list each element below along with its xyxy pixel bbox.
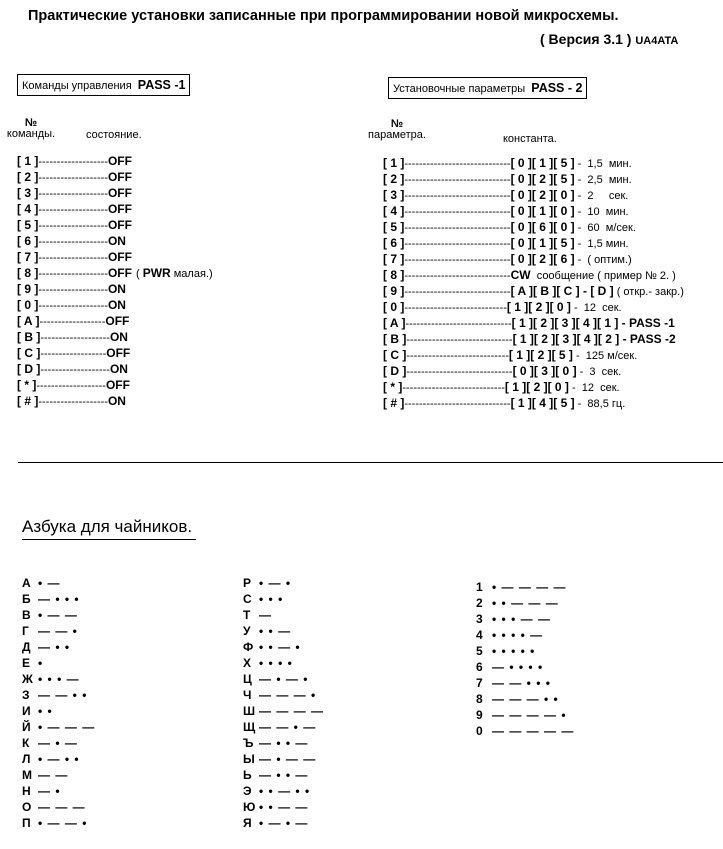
morse-column-letters-1 — [22, 575, 95, 831]
morse-code: • — • — — [259, 816, 309, 830]
morse-code: — • • — [38, 640, 71, 654]
morse-row — [476, 611, 574, 627]
morse-row — [22, 655, 95, 671]
pass2-row-dash: ----------------------------- — [404, 174, 511, 186]
pass1-row-dash: ------------------- — [38, 204, 108, 216]
pass1-row-value: ON — [109, 330, 128, 344]
morse-code: — — — — • — [492, 708, 567, 722]
morse-row — [243, 799, 324, 815]
version-text: ( Версия 3.1 ) — [540, 31, 632, 47]
pass2-row — [383, 251, 684, 267]
morse-symbol: Ц — [243, 672, 252, 686]
morse-code: — • • • — [38, 592, 80, 606]
morse-code: — — — [38, 768, 69, 782]
morse-row — [243, 703, 324, 719]
pass1-row-dash: ------------------- — [38, 300, 108, 312]
pass2-row-dash: ----------------------------- — [406, 366, 513, 378]
morse-code: — — — • — [259, 688, 317, 702]
pass2-row-desc: - 60 м/сек. — [574, 222, 636, 234]
morse-code: — — • — [38, 624, 78, 638]
morse-row — [243, 735, 324, 751]
pass1-row-dash: ------------------- — [38, 156, 108, 168]
pass1-note-pre: ( — [135, 268, 143, 280]
author-call: UA4ATA — [635, 35, 679, 47]
morse-code: — — — • • — [492, 692, 559, 706]
morse-row — [22, 751, 95, 767]
morse-column-digits — [476, 579, 574, 739]
pass1-row-key: [ 1 ] — [17, 154, 39, 168]
pass2-row — [383, 203, 684, 219]
pass1-row-dash: ------------------- — [38, 252, 108, 264]
pass2-row-code: [ 0 ][ 3 ][ 0 ] — [512, 364, 577, 378]
pass1-row-dash: ------------------- — [38, 188, 108, 200]
morse-column-letters-2 — [243, 575, 324, 831]
morse-code: — — [259, 608, 272, 622]
morse-row — [476, 643, 574, 659]
morse-symbol: 6 — [476, 660, 483, 674]
morse-code: • • • • — [259, 656, 293, 670]
pass2-row-desc: - ( оптим.) — [574, 254, 632, 266]
pass2-row — [383, 235, 684, 251]
morse-code: • • • — — [38, 672, 80, 686]
morse-row — [22, 607, 95, 623]
pass2-row-key: [ A ] — [383, 316, 406, 330]
pass1-row-key: [ 4 ] — [17, 202, 39, 216]
morse-symbol: Й — [22, 720, 31, 734]
morse-row — [243, 719, 324, 735]
morse-symbol: Г — [22, 624, 29, 638]
pass2-row-dash: ---------------------------- — [406, 350, 509, 362]
pass2-row-key: [ 5 ] — [383, 220, 405, 234]
morse-symbol: Н — [22, 784, 31, 798]
pass1-row-dash: ------------------- — [38, 220, 108, 232]
pass2-row-code: [ A ][ B ][ C ] - [ D ] — [510, 284, 614, 298]
pass1-row-value: OFF — [105, 314, 130, 328]
morse-row — [22, 783, 95, 799]
morse-symbol: В — [22, 608, 31, 622]
morse-symbol: Е — [22, 656, 31, 670]
pass1-row-key: [ A ] — [17, 314, 40, 328]
morse-symbol: Х — [243, 656, 252, 670]
pass1-row — [17, 329, 213, 345]
morse-row — [243, 639, 324, 655]
pass1-row-key: [ 2 ] — [17, 170, 39, 184]
pass1-row-dash: ------------------- — [36, 380, 106, 392]
pass1-row — [17, 201, 213, 217]
pass1-row — [17, 169, 213, 185]
pass2-row-desc: - 1,5 мин. — [574, 238, 629, 250]
pass2-row-desc: - 1,5 мин. — [574, 158, 632, 170]
pass2-row-desc: сообщение ( пример № 2. ) — [530, 270, 676, 282]
pass2-row-code: [ 1 ][ 4 ][ 5 ] — [510, 396, 575, 410]
morse-row — [243, 575, 324, 591]
pass1-row-dash: ------------------- — [38, 236, 108, 248]
morse-code: • — • — [259, 576, 292, 590]
pass1-row-dash: ------------------- — [40, 364, 110, 376]
pass2-row — [383, 299, 684, 315]
morse-code: — • • • • — [492, 660, 544, 674]
morse-row — [243, 751, 324, 767]
pass1-row-dash: ------------------- — [38, 396, 108, 408]
pass2-row-key: [ 2 ] — [383, 172, 405, 186]
morse-symbol: 8 — [476, 692, 483, 706]
pass1-note-post: малая.) — [170, 268, 213, 280]
morse-row — [22, 623, 95, 639]
pass1-row-dash: ------------------ — [40, 348, 107, 360]
pass1-row-key: [ B ] — [17, 330, 41, 344]
morse-symbol: 7 — [476, 676, 483, 690]
pass2-row-dash: ----------------------------- — [404, 238, 511, 250]
pass2-row — [383, 155, 684, 171]
pass2-col-no: № — [390, 118, 404, 130]
pass2-row-desc: - 12 сек. — [570, 302, 622, 314]
pass2-row-code: [ 0 ][ 2 ][ 5 ] — [510, 172, 575, 186]
pass2-row-key: [ 6 ] — [383, 236, 405, 250]
morse-row — [243, 687, 324, 703]
morse-symbol: Ч — [243, 688, 252, 702]
pass1-row-dash: ------------------- — [38, 268, 108, 280]
morse-row — [243, 767, 324, 783]
morse-row — [243, 815, 324, 831]
pass2-row-dash: ----------------------------- — [404, 158, 511, 170]
pass1-row-key: [ C ] — [17, 346, 41, 360]
pass2-row — [383, 219, 684, 235]
pass2-header-box — [388, 77, 587, 99]
pass1-row — [17, 393, 213, 409]
page-title: Практические установки записанные при программировании новой микросхемы. — [28, 8, 619, 24]
pass1-label: Команды управления — [22, 80, 132, 92]
morse-code: • — — — — — [492, 580, 567, 594]
morse-code: • • • • • — [492, 644, 536, 658]
pass2-row-key: [ * ] — [383, 380, 403, 394]
morse-row — [476, 707, 574, 723]
morse-code: • • — • — [259, 640, 301, 654]
pass2-list — [383, 155, 684, 411]
pass1-row-dash: ------------------- — [40, 332, 110, 344]
pass2-row-code: [ 0 ][ 1 ][ 5 ] — [510, 236, 575, 250]
morse-row — [243, 783, 324, 799]
pass1-row-dash: ------------------- — [38, 284, 108, 296]
morse-row — [22, 767, 95, 783]
morse-symbol: П — [22, 816, 31, 830]
pass2-row-desc: ( откр.- закр.) — [613, 286, 684, 298]
morse-symbol: Б — [22, 592, 31, 606]
pass2-col-no-sub: параметра. — [368, 129, 426, 141]
pass1-header-box — [17, 74, 190, 96]
morse-code: — • • — — [259, 768, 309, 782]
pass1-row — [17, 345, 213, 361]
morse-code: • • — — [259, 624, 292, 638]
pass1-row-value: OFF — [107, 170, 132, 184]
morse-code: • • • • — — [492, 628, 544, 642]
morse-symbol: М — [22, 768, 32, 782]
pass2-row-key: [ B ] — [383, 332, 407, 346]
pass1-row — [17, 297, 213, 313]
pass2-row-code: [ 0 ][ 2 ][ 0 ] — [510, 188, 575, 202]
morse-row — [476, 579, 574, 595]
pass1-row-key: [ 0 ] — [17, 298, 39, 312]
pass1-row-value: OFF — [107, 250, 132, 264]
morse-row — [243, 607, 324, 623]
morse-row — [476, 723, 574, 739]
pass2-row-dash: ----------------------------- — [405, 318, 512, 330]
morse-symbol: 9 — [476, 708, 483, 722]
pass1-row-dash: ------------------- — [38, 172, 108, 184]
morse-symbol: И — [22, 704, 31, 718]
pass2-row — [383, 187, 684, 203]
pass2-label: Установочные параметры — [393, 83, 526, 95]
morse-symbol: Щ — [243, 720, 256, 734]
morse-symbol: Ф — [243, 640, 254, 654]
pass1-row-value: OFF — [107, 266, 132, 280]
morse-symbol: З — [22, 688, 30, 702]
pass1-row-value: OFF — [105, 378, 130, 392]
morse-row — [22, 799, 95, 815]
pass1-list — [17, 153, 213, 409]
pass2-label-bold: PASS - 2 — [531, 81, 583, 95]
morse-symbol: Ъ — [243, 736, 254, 750]
morse-symbol: С — [243, 592, 252, 606]
morse-symbol: К — [22, 736, 30, 750]
morse-code: • • — — — [259, 800, 309, 814]
pass2-row-key: [ 7 ] — [383, 252, 405, 266]
morse-row — [243, 591, 324, 607]
morse-symbol: А — [22, 576, 31, 590]
morse-code: — — • • — [38, 688, 88, 702]
morse-symbol: Д — [22, 640, 31, 654]
morse-code: — — — — — — [492, 724, 575, 738]
morse-row — [243, 671, 324, 687]
pass2-row-code: [ 1 ][ 2 ][ 3 ][ 4 ][ 1 ] - PASS -1 — [511, 316, 675, 330]
pass2-row — [383, 363, 684, 379]
morse-symbol: 0 — [476, 724, 483, 738]
pass2-row-dash: ----------------------------- — [404, 254, 511, 266]
morse-symbol: 4 — [476, 628, 483, 642]
morse-symbol: Ж — [22, 672, 33, 686]
pass1-row-value: OFF — [107, 202, 132, 216]
morse-row — [22, 639, 95, 655]
pass1-row-key: [ 7 ] — [17, 250, 39, 264]
pass1-row-key: [ * ] — [17, 378, 37, 392]
pass1-row-value: ON — [109, 362, 128, 376]
morse-code: — • — — — [259, 752, 317, 766]
morse-row — [476, 659, 574, 675]
pass2-row-code: [ 0 ][ 1 ][ 5 ] — [510, 156, 575, 170]
morse-row — [476, 691, 574, 707]
pass1-col-number — [6, 118, 56, 140]
pass1-row — [17, 217, 213, 233]
pass2-row-dash: ----------------------------- — [404, 286, 511, 298]
pass2-row — [383, 267, 684, 283]
pass2-row-key: [ 4 ] — [383, 204, 405, 218]
pass2-row-key: [ 1 ] — [383, 156, 405, 170]
pass1-row — [17, 185, 213, 201]
pass2-row-dash: ---------------------------- — [404, 302, 507, 314]
morse-row — [22, 575, 95, 591]
pass2-row-code: [ 1 ][ 2 ][ 5 ] — [508, 348, 573, 362]
pass2-row-code: CW — [510, 268, 531, 282]
pass1-col-no: № — [24, 117, 38, 129]
pass1-row — [17, 153, 213, 169]
pass1-row-value: ON — [107, 234, 126, 248]
morse-code: • — — [38, 576, 61, 590]
pass1-row — [17, 249, 213, 265]
pass1-row-value: ON — [107, 394, 126, 408]
morse-row — [22, 719, 95, 735]
morse-symbol: 1 — [476, 580, 483, 594]
pass1-row — [17, 265, 213, 281]
pass2-row-key: [ 8 ] — [383, 268, 405, 282]
morse-symbol: Л — [22, 752, 31, 766]
pass2-row-code: [ 0 ][ 6 ][ 0 ] — [510, 220, 575, 234]
morse-row — [22, 687, 95, 703]
pass2-row-desc: - 88,5 гц. — [574, 398, 626, 410]
pass2-row-desc: - 12 сек. — [568, 382, 620, 394]
pass2-row — [383, 331, 684, 347]
pass1-row-key: [ 9 ] — [17, 282, 39, 296]
morse-code: • • — — — — [492, 596, 559, 610]
morse-code: — — • • • — [492, 676, 551, 690]
morse-code: • • — [38, 704, 53, 718]
pass2-row-key: [ 3 ] — [383, 188, 405, 202]
pass1-row — [17, 233, 213, 249]
pass1-label-bold: PASS -1 — [137, 78, 186, 92]
morse-row — [476, 595, 574, 611]
morse-row — [22, 591, 95, 607]
pass1-col-no-sub: команды. — [6, 128, 56, 140]
pass2-row-dash: ----------------------------- — [404, 398, 511, 410]
morse-code: — • — — [38, 736, 78, 750]
morse-row — [22, 815, 95, 831]
pass2-row-desc: - 10 мин. — [574, 206, 629, 218]
pass1-row — [17, 281, 213, 297]
morse-symbol: У — [243, 624, 251, 638]
pass1-row-key: [ 6 ] — [17, 234, 39, 248]
morse-code: — • — [38, 784, 61, 798]
pass2-row — [383, 379, 684, 395]
pass1-row-key: [ 3 ] — [17, 186, 39, 200]
pass2-row — [383, 171, 684, 187]
morse-row — [22, 671, 95, 687]
morse-symbol: Ш — [243, 704, 256, 718]
morse-code: — — — — — [259, 704, 325, 718]
pass1-row — [17, 313, 213, 329]
pass2-row-desc: - 2,5 мин. — [574, 174, 632, 186]
pass2-row-key: [ 0 ] — [383, 300, 405, 314]
pass2-col-number — [364, 119, 430, 141]
pass1-row — [17, 361, 213, 377]
section-divider — [18, 462, 723, 463]
morse-symbol: Ю — [243, 800, 256, 814]
morse-code: — — — — [38, 800, 86, 814]
pass2-row — [383, 283, 684, 299]
morse-code: • — — • — [38, 816, 88, 830]
pass2-row-key: [ 9 ] — [383, 284, 405, 298]
morse-row — [22, 735, 95, 751]
morse-symbol: 3 — [476, 612, 483, 626]
morse-symbol: Я — [243, 816, 252, 830]
morse-symbol: Р — [243, 576, 252, 590]
pass1-row-key: [ D ] — [17, 362, 41, 376]
pass1-col-state: состояние. — [86, 129, 142, 141]
morse-code: • — — — — [38, 720, 96, 734]
morse-symbol: 5 — [476, 644, 483, 658]
pass1-row-value: OFF — [107, 154, 132, 168]
morse-row — [243, 655, 324, 671]
morse-code: • • • — — — [492, 612, 551, 626]
pass2-col-const: константа. — [503, 133, 557, 145]
version-label — [540, 31, 678, 47]
morse-code: • — [38, 656, 44, 670]
morse-title: Азбука для чайников. — [22, 517, 196, 540]
pass2-row-dash: ----------------------------- — [404, 206, 511, 218]
morse-code: — — • — — [259, 720, 317, 734]
morse-symbol: Э — [243, 784, 252, 798]
morse-symbol: О — [22, 800, 32, 814]
pass1-row-dash: ------------------ — [39, 316, 106, 328]
pass2-row-key: [ D ] — [383, 364, 407, 378]
morse-symbol: Ь — [243, 768, 252, 782]
pass2-row — [383, 347, 684, 363]
morse-symbol: Ы — [243, 752, 255, 766]
pass2-row-dash: ----------------------------- — [404, 222, 511, 234]
morse-symbol: 2 — [476, 596, 483, 610]
morse-code: • • — • • — [259, 784, 311, 798]
pass1-row — [17, 377, 213, 393]
pass2-row — [383, 395, 684, 411]
morse-code: — • • — — [259, 736, 309, 750]
pass1-row-note — [136, 266, 213, 280]
pass2-row-code: [ 0 ][ 2 ][ 6 ] — [510, 252, 575, 266]
morse-row — [22, 703, 95, 719]
morse-code: • • • — [259, 592, 284, 606]
pass1-row-key: [ # ] — [17, 394, 39, 408]
pass2-row-dash: ---------------------------- — [402, 382, 505, 394]
pass1-row-value: ON — [107, 282, 126, 296]
pass2-row-desc: - 125 м/сек. — [572, 350, 638, 362]
pass2-row-dash: ----------------------------- — [404, 270, 511, 282]
pass1-row-key: [ 8 ] — [17, 266, 39, 280]
pass2-row-code: [ 1 ][ 2 ][ 0 ] — [506, 300, 571, 314]
morse-code: — • — • — [259, 672, 309, 686]
pass1-note-bold: PWR — [142, 266, 171, 280]
pass1-row-value: OFF — [107, 186, 132, 200]
pass2-row-code: [ 0 ][ 1 ][ 0 ] — [510, 204, 575, 218]
pass1-row-value: ON — [107, 298, 126, 312]
pass2-row — [383, 315, 684, 331]
pass1-row-value: OFF — [107, 218, 132, 232]
morse-row — [476, 627, 574, 643]
pass2-row-dash: ----------------------------- — [406, 334, 513, 346]
pass1-row-value: OFF — [106, 346, 131, 360]
pass2-row-code: [ 1 ][ 2 ][ 3 ][ 4 ][ 2 ] - PASS -2 — [512, 332, 676, 346]
pass2-row-code: [ 1 ][ 2 ][ 0 ] — [504, 380, 569, 394]
morse-symbol: Т — [243, 608, 251, 622]
morse-code: • — — — [38, 608, 78, 622]
pass1-row-key: [ 5 ] — [17, 218, 39, 232]
pass2-row-dash: ----------------------------- — [404, 190, 511, 202]
pass2-row-key: [ C ] — [383, 348, 407, 362]
pass2-row-desc: - 2 сек. — [574, 190, 629, 202]
morse-code: • — • • — [38, 752, 80, 766]
morse-row — [243, 623, 324, 639]
pass2-row-key: [ # ] — [383, 396, 405, 410]
pass2-row-desc: - 3 сек. — [576, 366, 622, 378]
morse-row — [476, 675, 574, 691]
